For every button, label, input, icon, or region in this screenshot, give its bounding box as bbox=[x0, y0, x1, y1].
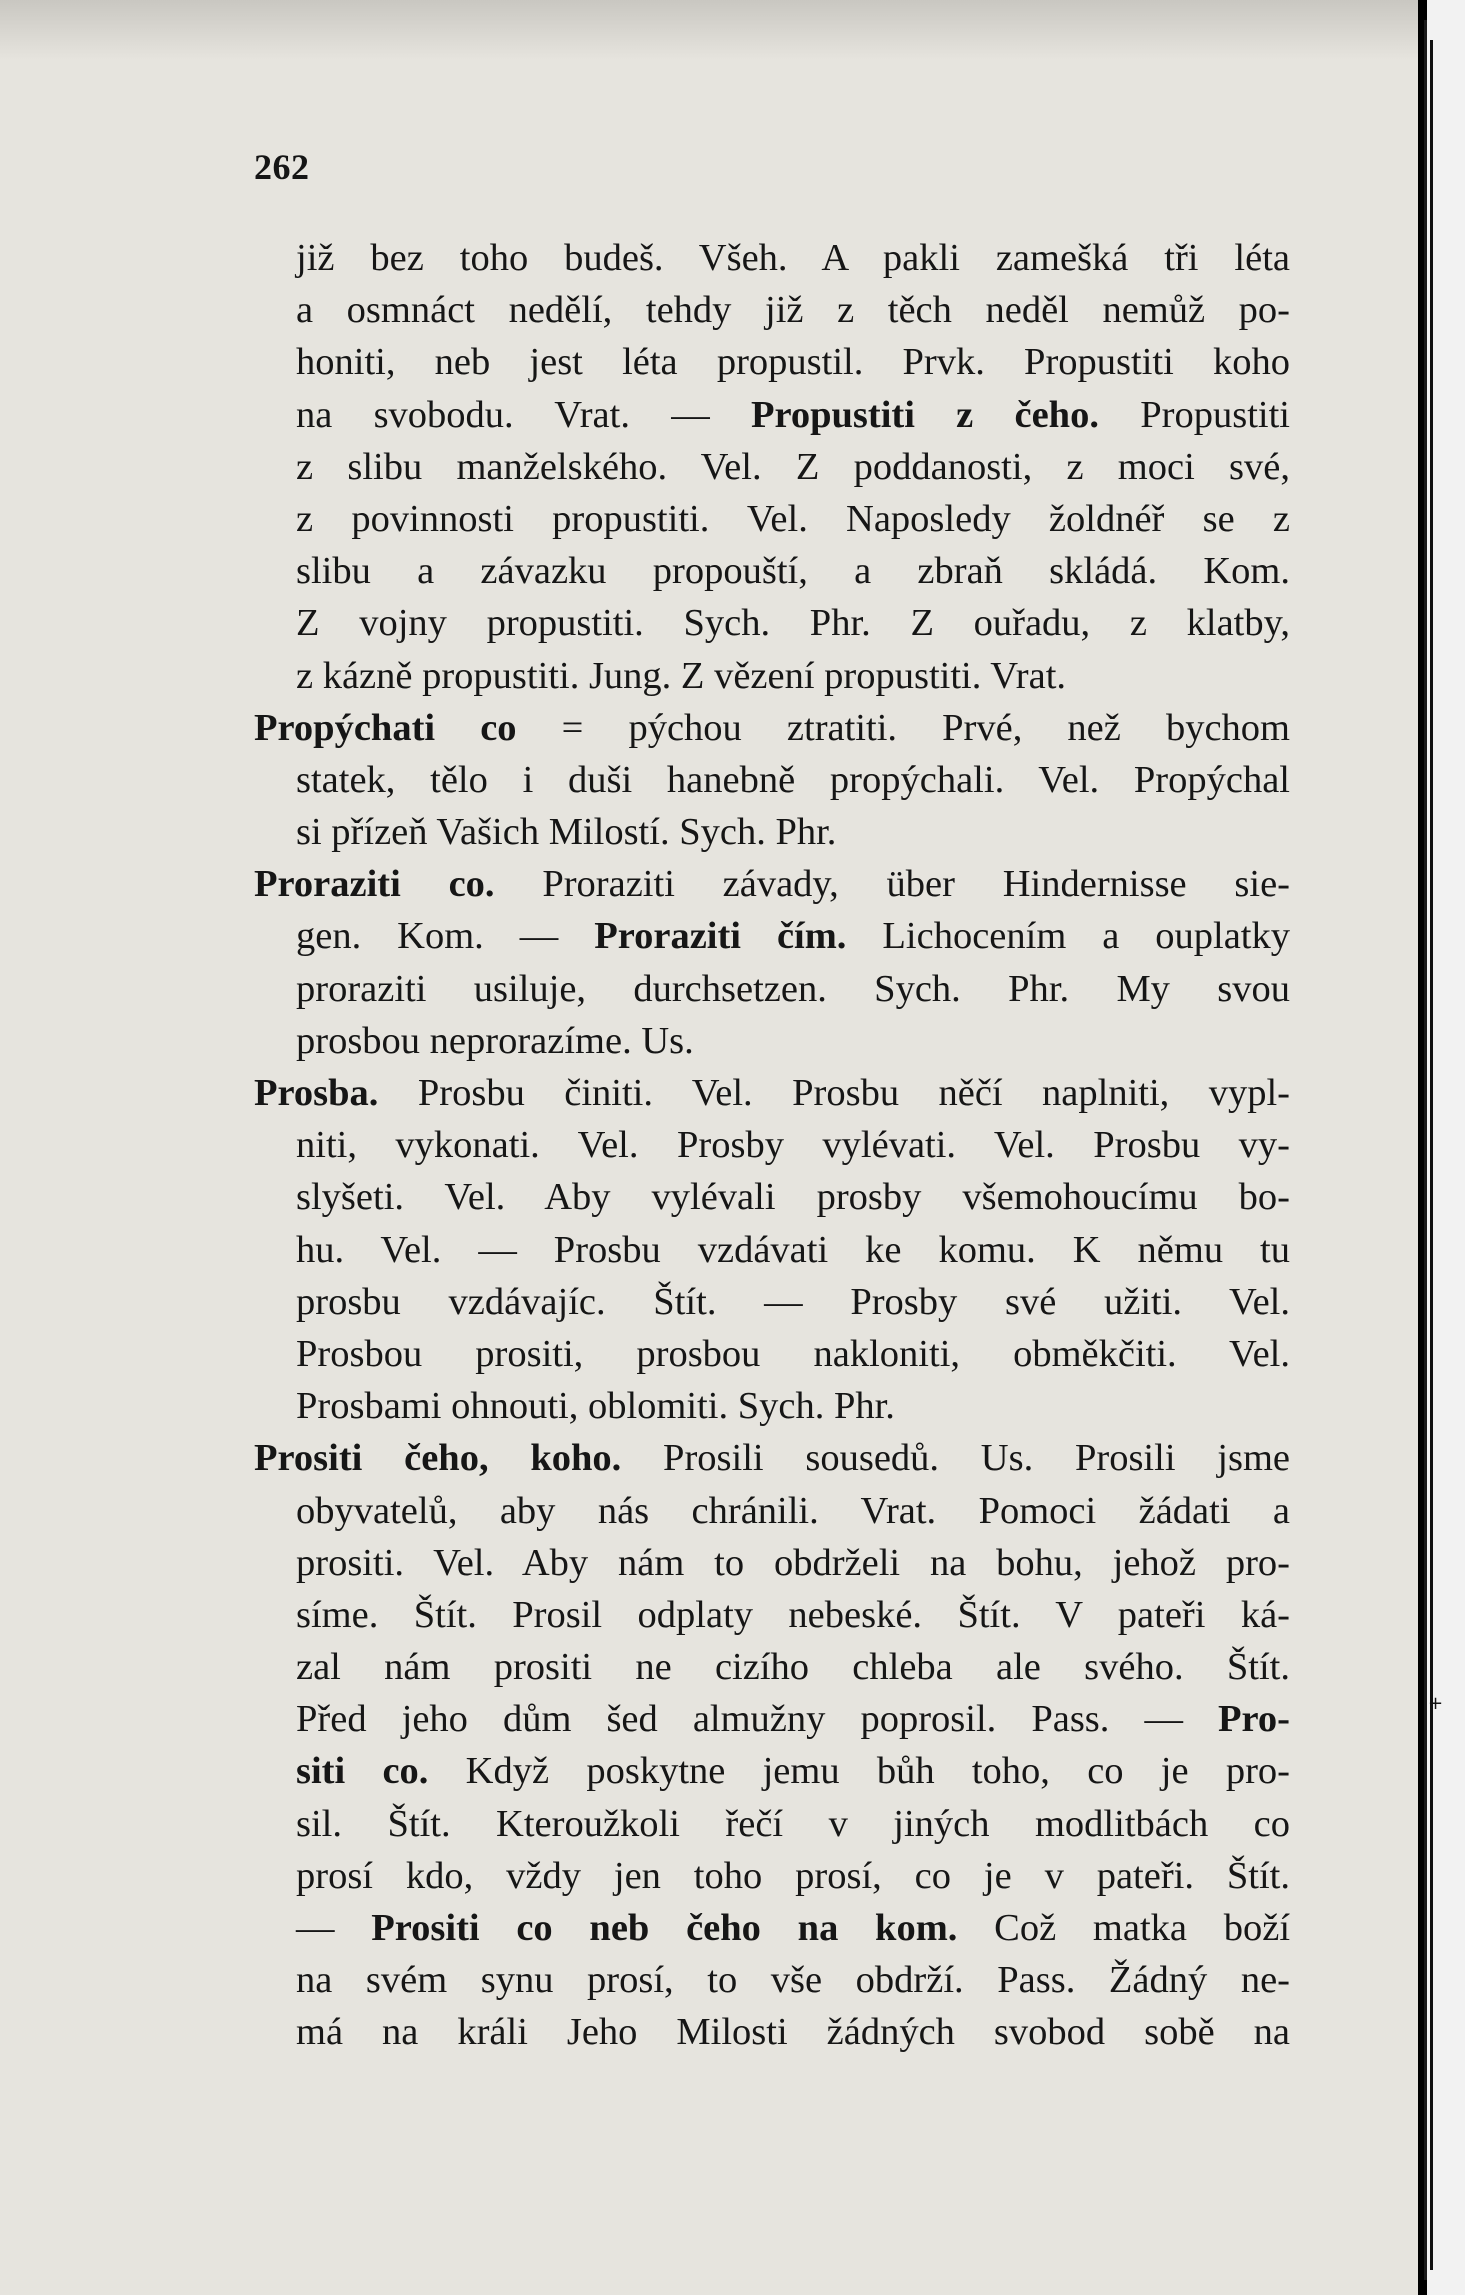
line-text: prosbu vzdávajíc. Štít. — Prosby své užiti. Vel. bbox=[296, 1280, 1290, 1323]
line-text: niti, vykonati. Vel. Prosby vylévati. Vel. Prosbu vy- bbox=[296, 1124, 1290, 1167]
headword: Proraziti co. bbox=[254, 863, 495, 906]
line-text: na svém synu prosí, to vše obdrží. Pass. Žádný ne- bbox=[296, 1959, 1290, 2002]
text-line bbox=[254, 1693, 1290, 1745]
line-text: honiti, neb jest léta propustil. Prvk. Propustiti koho bbox=[296, 341, 1290, 384]
headword: Prosba. bbox=[254, 1072, 379, 1114]
line-text: síme. Štít. Prosil odplaty nebeské. Štít. V pateři ká- bbox=[296, 1593, 1290, 1636]
sub-headword: Prositi co neb čeho na kom. bbox=[371, 1907, 958, 1949]
line-text: Prosbou prositi, prosbou nakloniti, obměkčiti. Vel. bbox=[296, 1332, 1290, 1375]
line-text: Proraziti závady, über Hindernisse sie- bbox=[494, 863, 1291, 906]
text-line bbox=[254, 910, 1290, 962]
page-top-shadow bbox=[0, 0, 1418, 60]
line-text: gen. Kom. — bbox=[296, 915, 595, 958]
line-text: má na králi Jeho Milosti žádných svobod sobě na bbox=[296, 2011, 1290, 2054]
text-line bbox=[254, 1641, 1290, 1693]
text-line bbox=[254, 858, 1290, 910]
text-line bbox=[254, 1015, 1290, 1067]
line-text: slibu a závazku propouští, a zbraň skládá. Kom. bbox=[296, 550, 1290, 593]
sub-headword: Proraziti čím. bbox=[594, 915, 847, 958]
text-line bbox=[254, 597, 1290, 649]
text-line bbox=[254, 806, 1290, 858]
line-text: prosí kdo, vždy jen toho prosí, co je v pateři. Štít. bbox=[296, 1854, 1290, 1897]
line-text: slyšeti. Vel. Aby vylévali prosby všemohoucímu bo- bbox=[296, 1176, 1290, 1219]
text-line bbox=[254, 1432, 1290, 1484]
line-text: zal nám prositi ne cizího chleba ale svého. Štít. bbox=[296, 1646, 1290, 1689]
line-text-continued: Což matka boží bbox=[957, 1907, 1291, 1949]
text-line bbox=[254, 493, 1290, 545]
text-line bbox=[254, 1589, 1290, 1641]
line-text: a osmnáct nedělí, tehdy již z těch neděl nemůž po- bbox=[296, 289, 1290, 332]
page-number: 262 bbox=[254, 147, 310, 187]
line-text: Prosbami ohnouti, oblomiti. Sych. Phr. bbox=[296, 1385, 895, 1428]
text-line bbox=[254, 1119, 1290, 1171]
text-line bbox=[254, 1798, 1290, 1850]
text-line bbox=[254, 336, 1290, 388]
line-text: statek, tělo i duši hanebně propýchali. Vel. Propýchal bbox=[296, 758, 1290, 801]
headword: Propýchati co bbox=[254, 706, 517, 749]
text-line bbox=[254, 1276, 1290, 1328]
dictionary-text bbox=[254, 232, 1290, 2059]
line-text: z slibu manželského. Vel. Z poddanosti, z moci své, bbox=[296, 445, 1290, 488]
text-line bbox=[254, 441, 1290, 493]
line-text: — bbox=[296, 1907, 372, 1949]
line-text: sil. Štít. Kteroužkoli řečí v jiných modlitbách co bbox=[296, 1802, 1290, 1845]
line-text-continued: Když poskytne jemu bůh toho, co je pro- bbox=[428, 1750, 1290, 1793]
text-line bbox=[254, 963, 1290, 1015]
text-line bbox=[254, 1224, 1290, 1276]
text-line bbox=[254, 545, 1290, 597]
line-text: hu. Vel. — Prosbu vzdávati ke komu. K němu tu bbox=[296, 1228, 1290, 1271]
line-text: Prosili sousedů. Us. Prosili jsme bbox=[621, 1437, 1290, 1480]
text-line bbox=[254, 284, 1290, 336]
sub-headword: Propustiti z čeho. bbox=[750, 393, 1099, 436]
line-text-continued: Propustiti bbox=[1098, 393, 1290, 436]
line-text: obyvatelů, aby nás chránili. Vrat. Pomoci žádati a bbox=[296, 1489, 1290, 1532]
line-text: z kázně propustiti. Jung. Z vězení propustiti. Vrat. bbox=[296, 654, 1067, 697]
text-line bbox=[254, 389, 1290, 441]
scan-registration-mark: + bbox=[1428, 1693, 1444, 1714]
line-text: si přízeň Vašich Milostí. Sych. Phr. bbox=[296, 811, 837, 854]
text-line bbox=[254, 754, 1290, 806]
text-line bbox=[254, 1902, 1290, 1954]
text-line bbox=[254, 1537, 1290, 1589]
text-line bbox=[254, 1850, 1290, 1902]
sub-headword: Pro- bbox=[1218, 1698, 1290, 1741]
text-line bbox=[254, 232, 1290, 284]
line-text: již bez toho budeš. Všeh. A pakli zamešká tři léta bbox=[296, 237, 1290, 279]
text-line bbox=[254, 1328, 1290, 1380]
line-text: proraziti usiluje, durchsetzen. Sych. Phr. My svou bbox=[296, 967, 1290, 1010]
line-text: z povinnosti propustiti. Vel. Naposledy žoldnéř se z bbox=[296, 497, 1290, 540]
line-text: Před jeho dům šed almužny poprosil. Pass. — bbox=[296, 1698, 1219, 1741]
line-text: prosbou neprorazíme. Us. bbox=[296, 1019, 694, 1062]
text-line bbox=[254, 1067, 1290, 1119]
text-line bbox=[254, 1171, 1290, 1223]
text-line bbox=[254, 1485, 1290, 1537]
text-line bbox=[254, 1745, 1290, 1797]
text-line bbox=[254, 650, 1290, 702]
text-line bbox=[254, 702, 1290, 754]
line-text-continued: Lichocením a ouplatky bbox=[846, 915, 1290, 958]
sub-headword: siti co. bbox=[296, 1750, 429, 1793]
text-line bbox=[254, 1380, 1290, 1432]
line-text: Z vojny propustiti. Sych. Phr. Z ouřadu, z klatby, bbox=[296, 602, 1290, 645]
text-line bbox=[254, 1954, 1290, 2006]
line-text: Prosbu činiti. Vel. Prosbu něčí naplniti, vypl- bbox=[378, 1072, 1290, 1114]
line-text: prositi. Vel. Aby nám to obdrželi na bohu, jehož pro- bbox=[296, 1541, 1290, 1584]
line-text: = pýchou ztratiti. Prvé, než bychom bbox=[516, 706, 1291, 749]
text-line bbox=[254, 2006, 1290, 2058]
scan-margin-rule bbox=[1430, 40, 1433, 2270]
headword: Prositi čeho, koho. bbox=[254, 1437, 622, 1480]
line-text: na svobodu. Vrat. — bbox=[296, 393, 751, 436]
